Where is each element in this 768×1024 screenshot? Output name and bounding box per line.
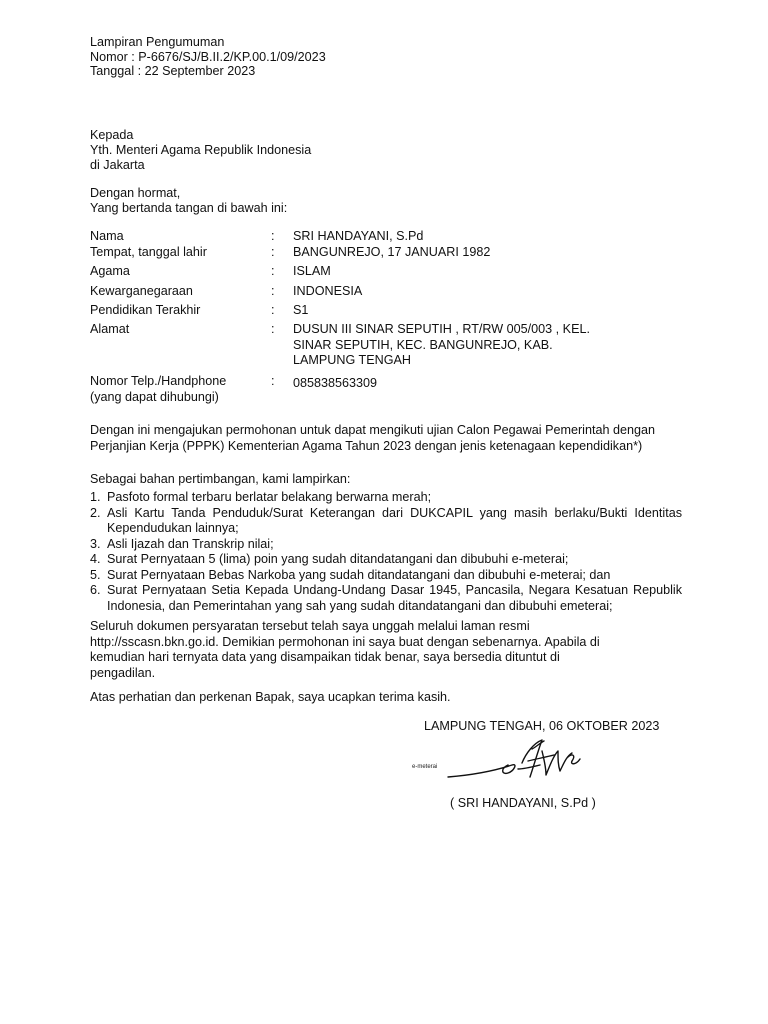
emeterai-label: e-meterai — [412, 764, 438, 770]
list-item — [90, 490, 682, 506]
list-item — [90, 537, 682, 553]
list-text: Surat Pernyataan Setia Kepada Undang-Undang Dasar 1945, Pancasila, Negara Kesatuan Republik Indonesia, dan Pemerintahan yang sah yang sudah ditandatangani dan dibubuhi emeterai; — [107, 583, 682, 613]
list-text: Surat Pernyataan Bebas Narkoba yang sudah ditandatangani dan dibubuhi e-meterai; dan — [107, 567, 611, 582]
signature-icon — [442, 735, 592, 787]
signer-name: ( SRI HANDAYANI, S.Pd ) — [450, 796, 596, 810]
salutation: Dengan hormat, — [90, 186, 181, 200]
announcement-number: Nomor : P-6676/SJ/B.II.2/KP.00.1/09/2023 — [90, 50, 326, 64]
paragraph-line: kemudian hari ternyata data yang disampaikan tidak benar, saya bersedia dituntut di — [90, 650, 560, 664]
field-value-education: S1 — [293, 303, 309, 317]
field-value-birth: BANGUNREJO, 17 JANUARI 1982 — [293, 245, 491, 259]
field-value-citizenship: INDONESIA — [293, 284, 363, 298]
field-label-education: Pendidikan Terakhir — [90, 303, 201, 317]
field-colon: : — [271, 303, 275, 317]
list-item — [90, 568, 682, 584]
field-colon: : — [271, 229, 275, 243]
field-label-phone-note: (yang dapat dihubungi) — [90, 390, 219, 404]
list-text: Asli Ijazah dan Transkrip nilai; — [107, 536, 274, 551]
field-colon: : — [271, 322, 275, 336]
upload-paragraph — [90, 619, 682, 681]
field-label-citizenship: Kewarganegaraan — [90, 284, 193, 298]
field-value-phone: 085838563309 — [293, 376, 378, 390]
attachments-intro: Sebagai bahan pertimbangan, kami lampirkan: — [90, 472, 351, 486]
intro-line: Yang bertanda tangan di bawah ini: — [90, 201, 288, 215]
paragraph-line: Seluruh dokumen persyaratan tersebut telah saya unggah melalui laman resmi — [90, 619, 530, 633]
field-colon: : — [271, 245, 275, 259]
recipient-name: Yth. Menteri Agama Republik Indonesia — [90, 143, 312, 157]
field-colon: : — [271, 284, 275, 298]
list-number: 3. — [90, 536, 101, 551]
paragraph-line: pengadilan. — [90, 665, 156, 680]
field-value-nama: SRI HANDAYANI, S.Pd — [293, 229, 424, 243]
recipient-location: di Jakarta — [90, 158, 145, 172]
list-item — [90, 506, 682, 537]
recipient-kepada: Kepada — [90, 128, 134, 142]
address-line: LAMPUNG TENGAH — [293, 353, 412, 367]
field-label-address: Alamat — [90, 322, 130, 336]
announcement-date: Tanggal : 22 September 2023 — [90, 64, 256, 78]
field-value-religion: ISLAM — [293, 264, 331, 278]
field-label-religion: Agama — [90, 264, 130, 278]
closing-sentence: Atas perhatian dan perkenan Bapak, saya ucapkan terima kasih. — [90, 690, 451, 704]
list-number: 6. — [90, 583, 101, 597]
signature-image — [442, 735, 592, 787]
field-label-phone: Nomor Telp./Handphone — [90, 374, 227, 388]
list-text: Surat Pernyataan 5 (lima) poin yang sudah ditandatangani dan dibubuhi e-meterai; — [107, 552, 569, 566]
attachments-list — [90, 490, 682, 614]
field-value-address — [293, 322, 653, 369]
place-date: LAMPUNG TENGAH, 06 OKTOBER 2023 — [424, 719, 660, 733]
list-item — [90, 583, 682, 614]
list-number: 4. — [90, 552, 101, 566]
list-text: Pasfoto formal terbaru berlatar belakang berwarna merah; — [107, 490, 432, 504]
field-label-nama: Nama — [90, 229, 124, 243]
request-paragraph: Dengan ini mengajukan permohonan untuk dapat mengikuti ujian Calon Pegawai Pemerintah dengan Perjanjian Kerja (PPPK) Kementerian Agama Tahun 2023 dengan jenis ketenagaan kependidikan*) — [90, 423, 656, 453]
address-line: DUSUN III SINAR SEPUTIH , RT/RW 005/003 , KEL. — [293, 322, 590, 336]
list-number: 5. — [90, 567, 101, 582]
paragraph-line: http://sscasn.bkn.go.id. Demikian permohonan ini saya buat dengan sebenarnya. Apabila di — [90, 634, 600, 649]
attachment-title: Lampiran Pengumuman — [90, 35, 225, 49]
list-number: 1. — [90, 490, 101, 504]
field-label-birth: Tempat, tanggal lahir — [90, 245, 207, 259]
address-line: SINAR SEPUTIH, KEC. BANGUNREJO, KAB. — [293, 337, 553, 352]
list-number: 2. — [90, 505, 101, 520]
list-text: Asli Kartu Tanda Penduduk/Surat Keterangan dari DUKCAPIL yang masih berlaku/Bukti Identitas Kependudukan lainnya; — [107, 505, 682, 535]
field-colon: : — [271, 264, 275, 278]
list-item — [90, 552, 682, 568]
field-colon: : — [271, 374, 275, 388]
